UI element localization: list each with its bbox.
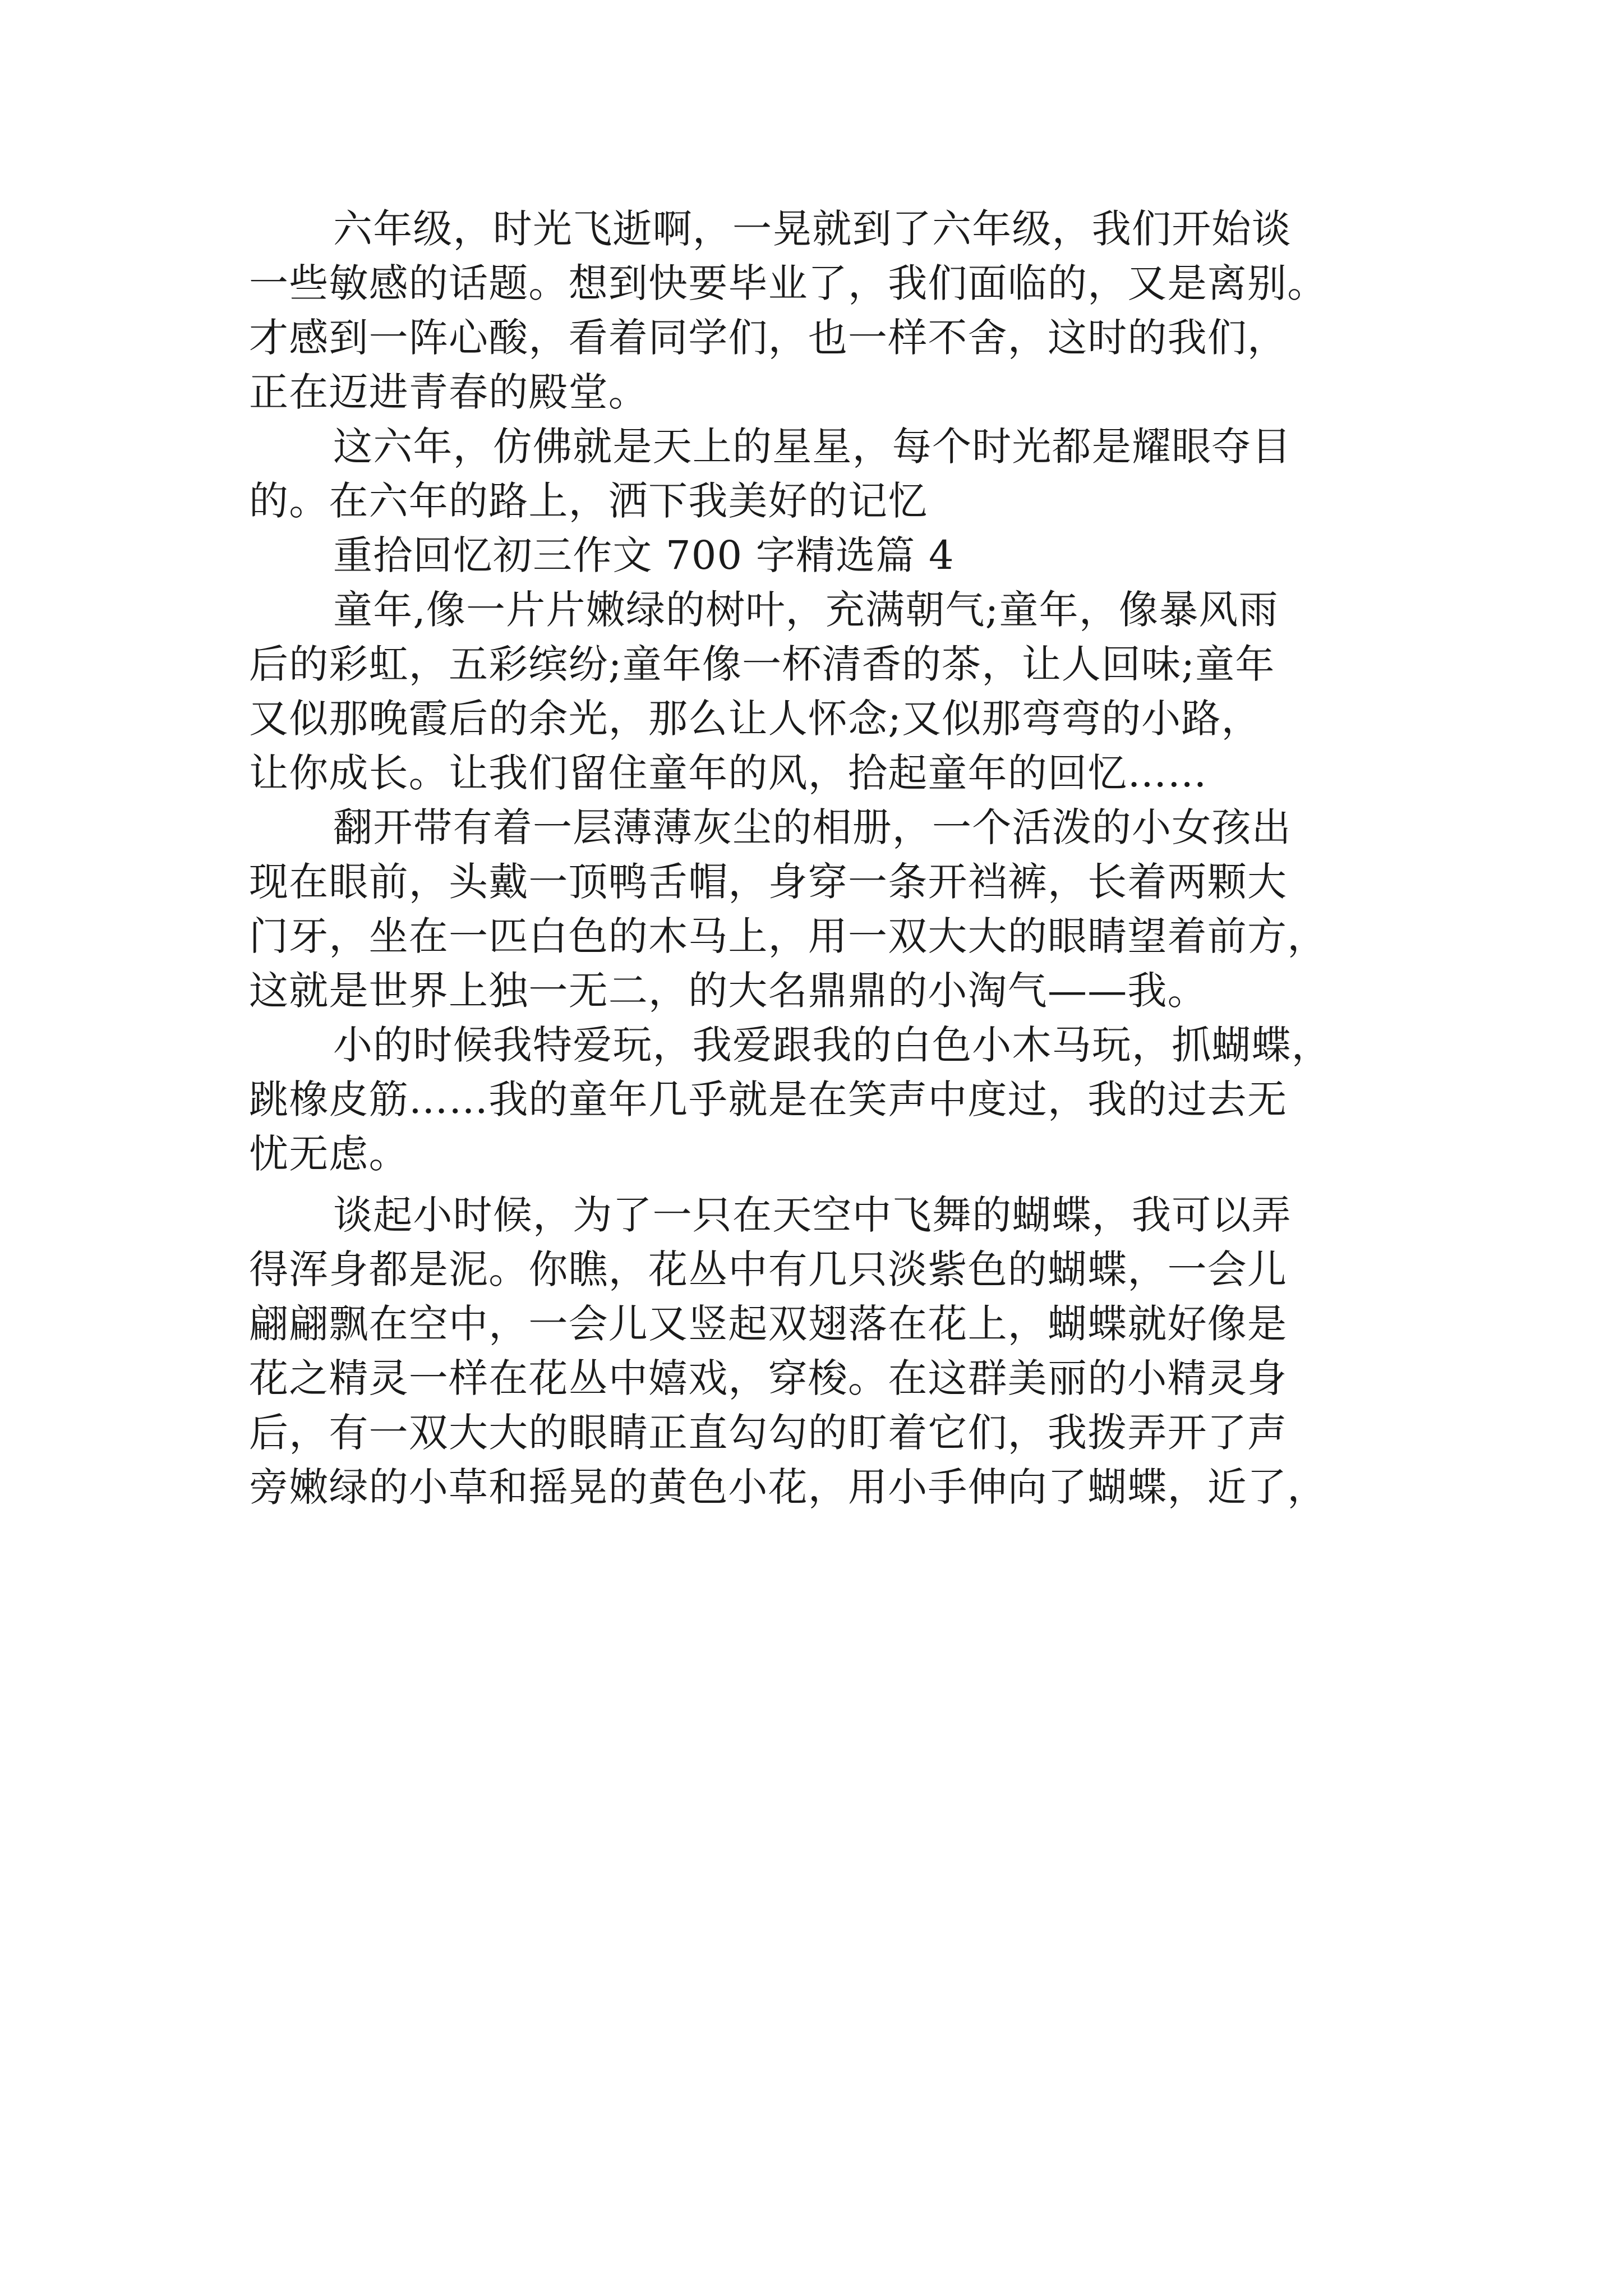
paragraph-line: 忧无虑。 bbox=[249, 1131, 409, 1177]
paragraph-line: 童年,像一片片嫩绿的树叶，充满朝气;童年，像暴风雨 bbox=[333, 587, 1279, 633]
paragraph-line: 翻开带有着一层薄薄灰尘的相册，一个活泼的小女孩出 bbox=[333, 804, 1292, 850]
paragraph-line: 的。在六年的路上，洒下我美好的记忆 bbox=[249, 478, 928, 524]
paragraph-line: 这就是世界上独一无二，的大名鼎鼎的小淘气——我。 bbox=[249, 968, 1207, 1014]
paragraph-line: 现在眼前，头戴一顶鸭舌帽，身穿一条开裆裤，长着两颗大 bbox=[249, 859, 1288, 905]
paragraph-line: 正在迈进青春的殿堂。 bbox=[249, 369, 648, 415]
essay-body bbox=[249, 202, 1387, 1515]
paragraph-line: 后的彩虹，五彩缤纷;童年像一杯清香的茶，让人回味;童年 bbox=[249, 641, 1275, 687]
paragraph-line: 才感到一阵心酸，看着同学们，也一样不舍，这时的我们， bbox=[249, 315, 1288, 361]
paragraph-line: 花之精灵一样在花丛中嬉戏，穿梭。在这群美丽的小精灵身 bbox=[249, 1355, 1288, 1401]
paragraph-line: 六年级，时光飞逝啊，一晃就到了六年级，我们开始谈 bbox=[333, 206, 1292, 252]
paragraph-line: 一些敏感的话题。想到快要毕业了，我们面临的，又是离别。 bbox=[249, 260, 1327, 306]
paragraph-line: 谈起小时候，为了一只在天空中飞舞的蝴蝶，我可以弄 bbox=[333, 1192, 1292, 1238]
paragraph-line: 翩翩飘在空中，一会儿又竖起双翅落在花上，蝴蝶就好像是 bbox=[249, 1301, 1288, 1347]
paragraph-line: 这六年，仿佛就是天上的星星，每个时光都是耀眼夺目 bbox=[333, 424, 1292, 470]
paragraph-line: 门牙，坐在一匹白色的木马上，用一双大大的眼睛望着前方， bbox=[249, 913, 1327, 959]
section-heading: 重拾回忆初三作文 700 字精选篇 4 bbox=[333, 532, 955, 578]
paragraph-line: 又似那晚霞后的余光，那么让人怀念;又似那弯弯的小路， bbox=[249, 696, 1261, 742]
paragraph-line: 让你成长。让我们留住童年的风，拾起童年的回忆…… bbox=[249, 750, 1207, 796]
paragraph-line: 后，有一双大大的眼睛正直勾勾的盯着它们，我拨弄开了声 bbox=[249, 1410, 1288, 1456]
paragraph-line: 得浑身都是泥。你瞧，花丛中有几只淡紫色的蝴蝶，一会儿 bbox=[249, 1246, 1288, 1292]
paragraph-line: 小的时候我特爱玩，我爱跟我的白色小木马玩，抓蝴蝶， bbox=[333, 1022, 1331, 1068]
paragraph-line: 旁嫩绿的小草和摇晃的黄色小花，用小手伸向了蝴蝶，近了， bbox=[249, 1464, 1327, 1510]
paragraph-line: 跳橡皮筋……我的童年几乎就是在笑声中度过，我的过去无 bbox=[249, 1076, 1288, 1122]
